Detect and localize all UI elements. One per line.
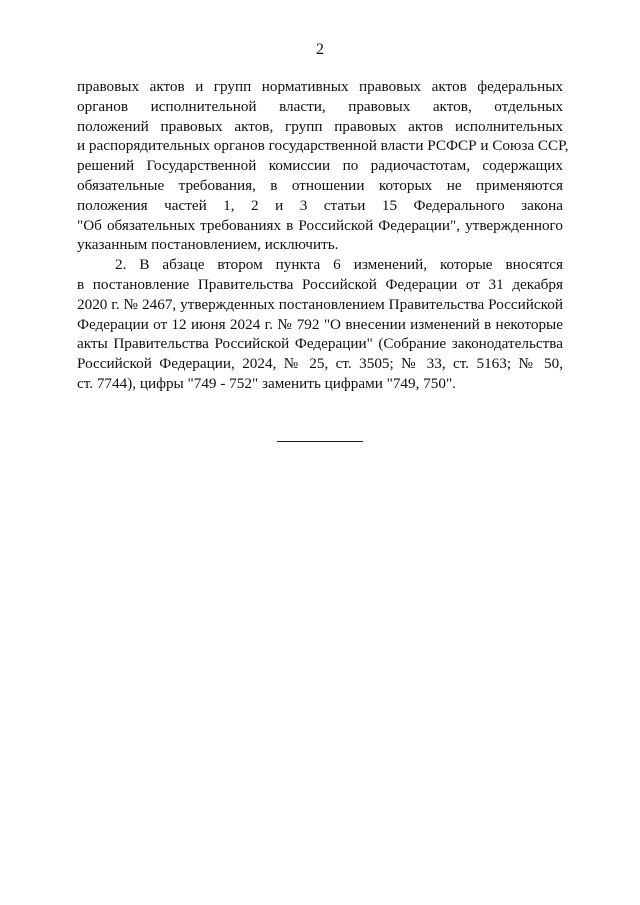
text-line: акты Правительства Российской Федерации" (Собрание законодательства bbox=[77, 335, 563, 353]
text-line: 2. В абзаце втором пункта 6 изменений, которые вносятся bbox=[115, 256, 563, 274]
text-line: 2020 г. № 2467, утвержденных постановлением Правительства Российской bbox=[77, 295, 563, 313]
document-body bbox=[77, 77, 569, 394]
text-line: органов исполнительной власти, правовых актов, отдельных bbox=[77, 97, 563, 115]
paragraph-2 bbox=[77, 255, 563, 394]
text-line: положения частей 1, 2 и 3 статьи 15 Федерального закона bbox=[77, 196, 563, 214]
text-line: "Об обязательных требованиях в Российской Федерации", утвержденного bbox=[77, 216, 563, 234]
text-line: и распорядительных органов государственной власти РСФСР и Союза ССР, bbox=[77, 137, 569, 155]
page-number: 2 bbox=[316, 41, 324, 58]
text-line: правовых актов и групп нормативных правовых актов федеральных bbox=[77, 78, 563, 95]
text-line: ст. 7744), цифры "749 - 752" заменить цифрами "749, 750". bbox=[77, 374, 456, 392]
text-line: указанным постановлением, исключить. bbox=[77, 236, 339, 254]
text-line: обязательные требования, в отношении которых не применяются bbox=[77, 176, 563, 194]
text-line: положений правовых актов, групп правовых актов исполнительных bbox=[77, 117, 563, 135]
text-line: в постановление Правительства Российской Федерации от 31 декабря bbox=[77, 275, 563, 293]
text-line: Российской Федерации, 2024, № 25, ст. 3505; № 33, ст. 5163; № 50, bbox=[77, 355, 563, 373]
text-line: решений Государственной комиссии по радиочастотам, содержащих bbox=[77, 157, 563, 175]
paragraph-1 bbox=[77, 77, 569, 255]
end-separator-line bbox=[277, 441, 363, 442]
text-line: Федерации от 12 июня 2024 г. № 792 "О внесении изменений в некоторые bbox=[77, 315, 563, 333]
